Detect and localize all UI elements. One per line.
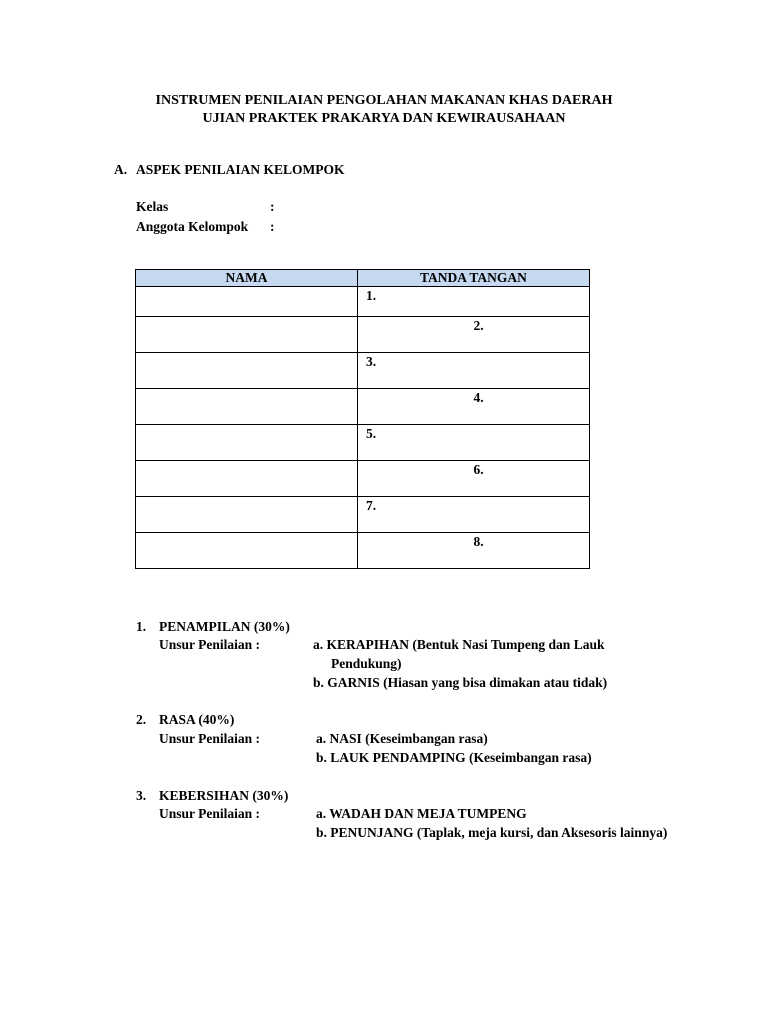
criterion-1-item-a: a. KERAPIHAN (Bentuk Nasi Tumpeng dan Lauk xyxy=(313,637,605,652)
criterion-3-title: KEBERSIHAN (30%) xyxy=(159,788,289,803)
document-title-line1: INSTRUMEN PENILAIAN PENGOLAHAN MAKANAN KHAS DAERAH xyxy=(155,93,613,108)
criterion-1-number: 1. xyxy=(136,619,147,634)
name-cell[interactable] xyxy=(136,287,358,317)
table-row xyxy=(136,497,590,533)
criterion-2-unsur-label: Unsur Penilaian : xyxy=(159,731,261,746)
name-cell[interactable] xyxy=(136,389,358,425)
section-a-letter: A. xyxy=(114,162,128,177)
table-row xyxy=(136,287,590,317)
signature-cell[interactable]: 2. xyxy=(358,317,590,353)
criterion-1-item-b: b. GARNIS (Hiasan yang bisa dimakan atau tidak) xyxy=(313,675,608,690)
table-row xyxy=(136,533,590,569)
criterion-1-title: PENAMPILAN (30%) xyxy=(159,619,290,634)
criterion-2-item-b: b. LAUK PENDAMPING (Keseimbangan rasa) xyxy=(316,750,592,765)
name-cell[interactable] xyxy=(136,353,358,389)
field-kelas-colon: : xyxy=(270,199,275,214)
field-anggota-colon: : xyxy=(270,219,275,234)
column-header-nama: NAMA xyxy=(136,270,358,287)
table-row xyxy=(136,317,590,353)
signature-table xyxy=(135,269,590,569)
criterion-3-item-b: b. PENUNJANG (Taplak, meja kursi, dan Aksesoris lainnya) xyxy=(316,825,668,840)
criterion-3-item-a: a. WADAH DAN MEJA TUMPENG xyxy=(316,806,527,821)
criterion-2-item-a: a. NASI (Keseimbangan rasa) xyxy=(316,731,488,746)
signature-cell[interactable]: 4. xyxy=(358,389,590,425)
signature-cell[interactable]: 6. xyxy=(358,461,590,497)
signature-cell[interactable]: 8. xyxy=(358,533,590,569)
criterion-1-unsur-label: Unsur Penilaian : xyxy=(159,637,261,652)
signature-cell[interactable]: 3. xyxy=(358,353,590,389)
table-row xyxy=(136,461,590,497)
section-a-heading: ASPEK PENILAIAN KELOMPOK xyxy=(136,162,345,177)
signature-cell[interactable]: 5. xyxy=(358,425,590,461)
document-title-line2: UJIAN PRAKTEK PRAKARYA DAN KEWIRAUSAHAAN xyxy=(202,111,566,126)
table-row xyxy=(136,353,590,389)
criterion-2-number: 2. xyxy=(136,712,147,727)
field-anggota-label: Anggota Kelompok xyxy=(136,219,249,234)
signature-cell[interactable]: 1. xyxy=(358,287,590,317)
criterion-3-unsur-label: Unsur Penilaian : xyxy=(159,806,261,821)
name-cell[interactable] xyxy=(136,425,358,461)
table-header-row xyxy=(136,270,590,287)
criterion-3-number: 3. xyxy=(136,788,147,803)
name-cell[interactable] xyxy=(136,317,358,353)
criterion-2-title: RASA (40%) xyxy=(159,712,235,727)
field-kelas-label: Kelas xyxy=(136,199,169,214)
name-cell[interactable] xyxy=(136,461,358,497)
column-header-tanda-tangan: TANDA TANGAN xyxy=(358,270,590,287)
table-row xyxy=(136,389,590,425)
name-cell[interactable] xyxy=(136,533,358,569)
signature-cell[interactable]: 7. xyxy=(358,497,590,533)
table-row xyxy=(136,425,590,461)
criterion-1-item-a-cont: Pendukung) xyxy=(331,656,402,671)
name-cell[interactable] xyxy=(136,497,358,533)
